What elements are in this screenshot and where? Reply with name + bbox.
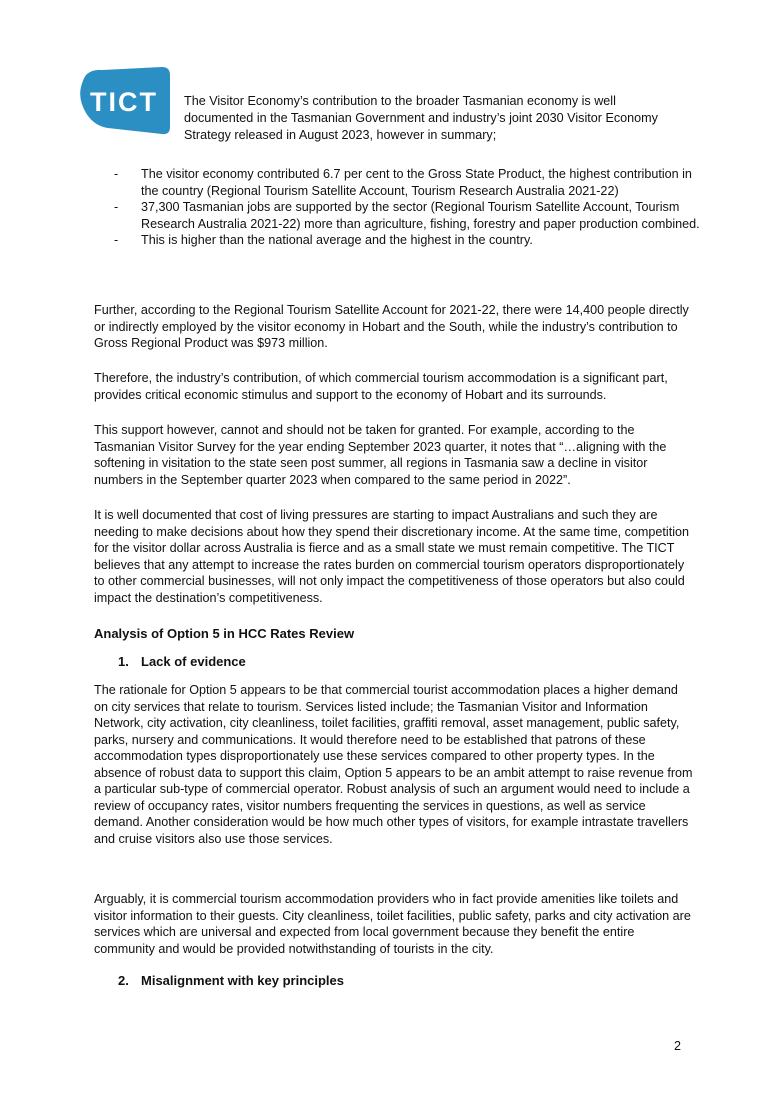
subheading-number: 1. — [118, 654, 129, 669]
paragraph-cost-of-living: It is well documented that cost of living pressures are starting to impact Australians and such they are needing to make decisions about how they spend their discretionary income. At the same time, competition for the visitor dollar across Australia is fierce and as a small state we must remain competitive. The TICT believes that any attempt to increase the rates burden on commercial tourism operators disproportionately to other commercial businesses, will not only impact the competitiveness of those operators but also could impact the destination’s competitiveness. — [94, 508, 690, 605]
page-number: 2 — [674, 1039, 682, 1053]
subheading-misalignment — [118, 973, 344, 988]
paragraph-contribution: Therefore, the industry’s contribution, of which commercial tourism accommodation is a significant part, provides critical economic stimulus and support to the economy of Hobart and its surrounds. — [94, 371, 668, 402]
intro-paragraph: The Visitor Economy’s contribution to the broader Tasmanian economy is well documented in the Tasmanian Government and industry’s joint 2030 Visitor Economy Strategy released in August 2023, however in summary; — [184, 94, 658, 142]
paragraph-amenities: Arguably, it is commercial tourism accommodation providers who in fact provide amenities like toilets and visitor information to their guests. City cleanliness, toilet facilities, public safety, parks and city activation are services which are universal and expected from local government because they benefit the entire community and would be provided notwithstanding of tourists in the city. — [94, 892, 691, 956]
subheading-number: 2. — [118, 973, 129, 988]
bullet-dash: - — [114, 167, 119, 181]
bullet-dash: - — [114, 233, 119, 247]
bullet-dash: - — [114, 200, 119, 214]
paragraph-visitor-survey: This support however, cannot and should not be taken for granted. For example, according to the Tasmanian Visitor Survey for the year ending September 2023 quarter, it notes that “…aligning with the softening in visitation to the state seen post summer, all regions in Tasmania saw a decline in visitor numbers in the September quarter 2023 when compared to the same period in 2022”. — [94, 423, 667, 487]
paragraph-employment: Further, according to the Regional Tourism Satellite Account for 2021-22, there were 14,400 people directly or indirectly employed by the visitor economy in Hobart and the South, while the industry’s contribution to Gross Regional Product was $973 million. — [94, 303, 689, 350]
bullet-text: 37,300 Tasmanian jobs are supported by the sector (Regional Tourism Satellite Account, Tourism Research Australia 2021-22) more than agriculture, fishing, forestry and paper production combined. — [141, 200, 700, 231]
paragraph-rationale: The rationale for Option 5 appears to be that commercial tourist accommodation places a higher demand on city services that relate to tourism. Services listed include; the Tasmanian Visitor and Information Network, city activation, city cleanliness, toilet facilities, graffiti removal, asset management, public safety, parks, nursery and communications. It would therefore need to be established that patrons of these accommodation types disproportionately use these services compared to other property types. In the absence of robust data to support this claim, Option 5 appears to be an ambit attempt to raise revenue from a particular sub-type of commercial operator. Robust analysis of such an argument would need to include a review of occupancy rates, visitor numbers frequenting the services in questions, as well as service demand. Another consideration would be how much other types of visitors, for example intrastate travellers and cruise visitors also use those services. — [94, 683, 693, 846]
bullet-item — [114, 166, 704, 199]
summary-bullet-list — [114, 166, 704, 249]
subheading-lack-of-evidence — [118, 654, 246, 669]
bullet-text: The visitor economy contributed 6.7 per cent to the Gross State Product, the highest contribution in the country (Regional Tourism Satellite Account, Tourism Research Australia 2021-22) — [141, 167, 692, 198]
bullet-item — [114, 232, 704, 249]
bullet-item — [114, 199, 704, 232]
bullet-text: This is higher than the national average and the highest in the country. — [141, 233, 533, 247]
tict-logo — [78, 67, 170, 135]
section-heading: Analysis of Option 5 in HCC Rates Review — [94, 626, 355, 641]
subheading-text: Misalignment with key principles — [141, 973, 344, 988]
tict-logo-text: TICT — [90, 87, 158, 117]
subheading-text: Lack of evidence — [141, 654, 246, 669]
